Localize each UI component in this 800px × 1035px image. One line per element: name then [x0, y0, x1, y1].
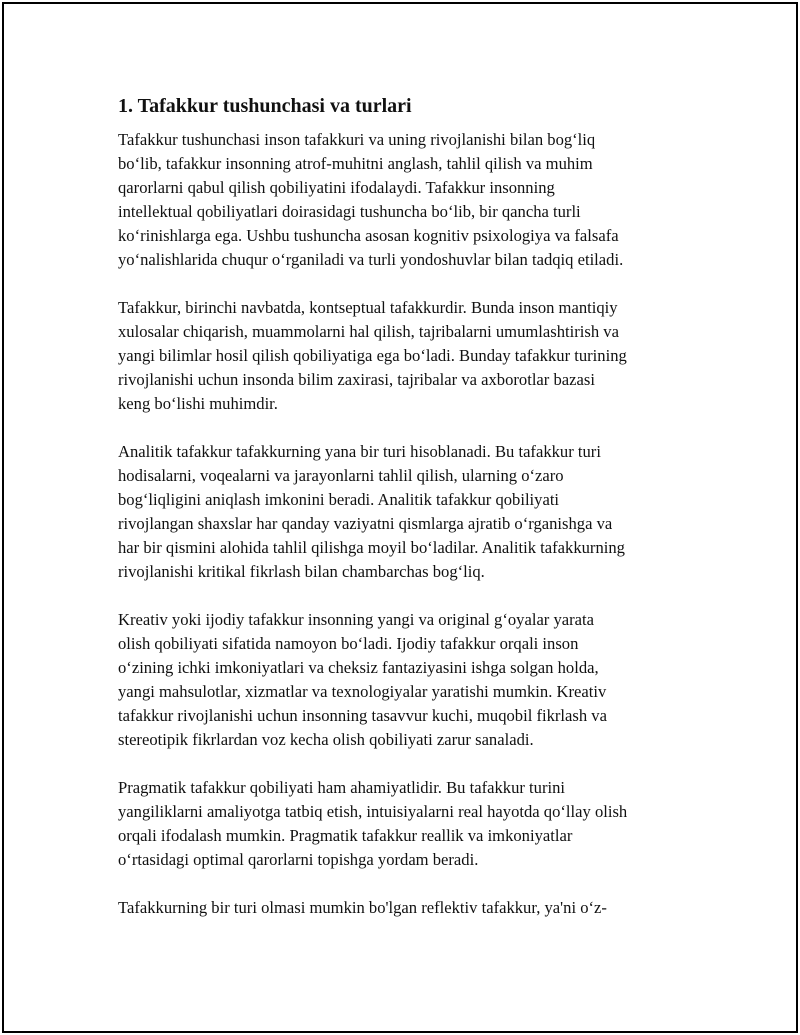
- text-line: intellektual qobiliyatlari doirasidagi tushuncha bo‘lib, bir qancha turli: [118, 202, 581, 221]
- text-line: ko‘rinishlarga ega. Ushbu tushuncha asosan kognitiv psixologiya va falsafa: [118, 226, 619, 245]
- paragraph-2: [118, 296, 690, 416]
- text-line: har bir qismini alohida tahlil qilishga moyil bo‘ladilar. Analitik tafakkurning: [118, 538, 625, 557]
- text-line: rivojlangan shaxslar har qanday vaziyatni qismlarga ajratib o‘rganishga va: [118, 514, 613, 533]
- paragraph-4: [118, 608, 690, 752]
- text-line: o‘rtasidagi optimal qarorlarni topishga yordam beradi.: [118, 850, 479, 869]
- text-line: o‘zining ichki imkoniyatlari va cheksiz fantaziyasini ishga solgan holda,: [118, 658, 599, 677]
- text-line: yangi bilimlar hosil qilish qobiliyatiga ega bo‘ladi. Bunday tafakkur turining: [118, 346, 627, 365]
- text-line: Analitik tafakkur tafakkurning yana bir turi hisoblanadi. Bu tafakkur turi: [118, 442, 601, 461]
- text-line: yo‘nalishlarida chuqur o‘rganiladi va turli yondoshuvlar bilan tadqiq etiladi.: [118, 250, 624, 269]
- text-line: tafakkur rivojlanishi uchun insonning tasavvur kuchi, muqobil fikrlash va: [118, 706, 607, 725]
- text-line: bo‘lib, tafakkur insonning atrof-muhitni anglash, tahlil qilish va muhim: [118, 154, 593, 173]
- text-line: hodisalarni, voqealarni va jarayonlarni tahlil qilish, ularning o‘zaro: [118, 466, 564, 485]
- text-line: xulosalar chiqarish, muammolarni hal qilish, tajribalarni umumlashtirish va: [118, 322, 619, 341]
- paragraph-3: [118, 440, 690, 584]
- text-line: yangi mahsulotlar, xizmatlar va texnologiyalar yaratishi mumkin. Kreativ: [118, 682, 607, 701]
- text-line: stereotipik fikrlardan voz kecha olish qobiliyati zarur sanaladi.: [118, 730, 534, 749]
- text-line: bog‘liqligini aniqlash imkonini beradi. Analitik tafakkur qobiliyati: [118, 490, 560, 509]
- text-line: Tafakkur, birinchi navbatda, kontseptual tafakkurdir. Bunda inson mantiqiy: [118, 298, 618, 317]
- paragraph-5: [118, 776, 690, 872]
- text-line: Tafakkur tushunchasi inson tafakkuri va uning rivojlanishi bilan bog‘liq: [118, 130, 596, 149]
- section-heading: 1. Tafakkur tushunchasi va turlari: [118, 95, 412, 117]
- text-line: qarorlarni qabul qilish qobiliyatini ifodalaydi. Tafakkur insonning: [118, 178, 555, 197]
- text-line: rivojlanishi uchun insonda bilim zaxirasi, tajribalar va axborotlar bazasi: [118, 370, 595, 389]
- text-line: Tafakkurning bir turi olmasi mumkin bo'lgan reflektiv tafakkur, ya'ni o‘z-: [118, 898, 607, 917]
- text-line: Kreativ yoki ijodiy tafakkur insonning yangi va original g‘oyalar yarata: [118, 610, 595, 629]
- text-line: olish qobiliyati sifatida namoyon bo‘ladi. Ijodiy tafakkur orqali inson: [118, 634, 579, 653]
- text-line: yangiliklarni amaliyotga tatbiq etish, intuisiyalarni real hayotda qo‘llay olish: [118, 802, 628, 821]
- text-line: Pragmatik tafakkur qobiliyati ham ahamiyatlidir. Bu tafakkur turini: [118, 778, 566, 797]
- document-body: [118, 92, 690, 944]
- text-line: rivojlanishi kritikal fikrlash bilan chambarchas bog‘liq.: [118, 562, 485, 581]
- paragraph-1: [118, 128, 690, 272]
- text-line: keng bo‘lishi muhimdir.: [118, 394, 278, 413]
- text-line: orqali ifodalash mumkin. Pragmatik tafakkur reallik va imkoniyatlar: [118, 826, 573, 845]
- paragraph-6: [118, 896, 690, 920]
